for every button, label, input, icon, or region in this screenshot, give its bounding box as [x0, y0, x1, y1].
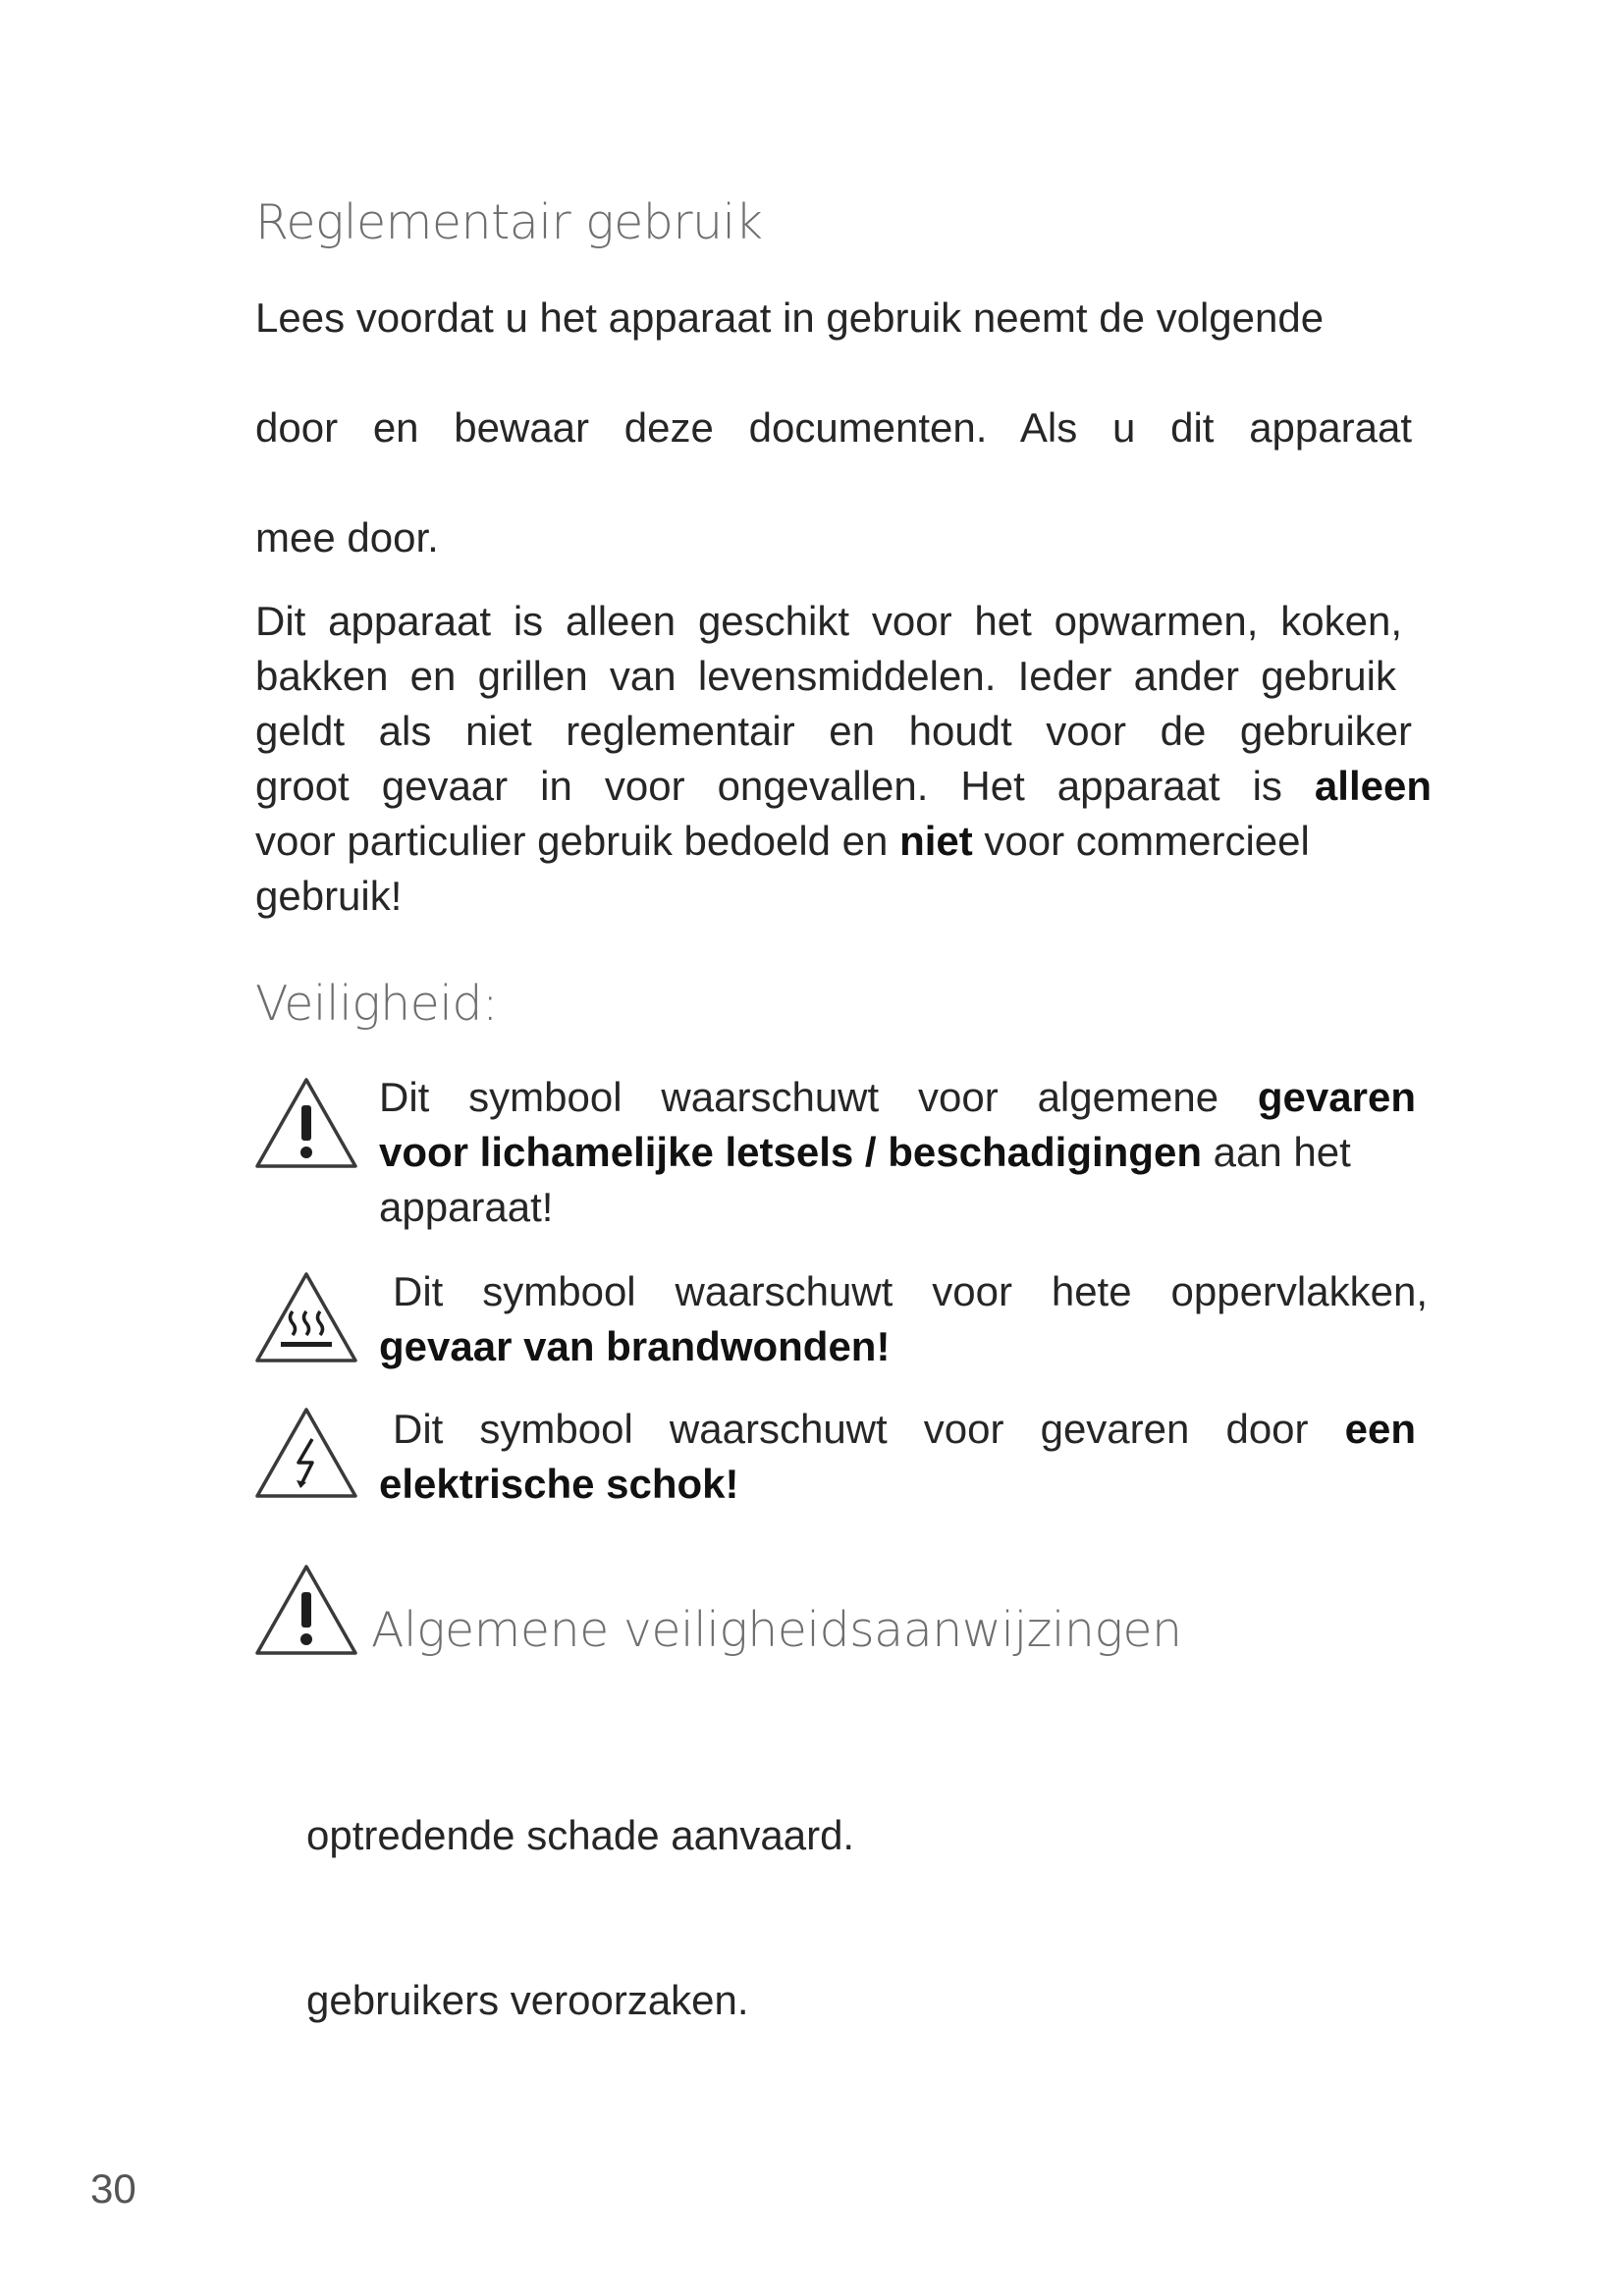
emphasis-gevaren: gevaren	[1257, 1074, 1416, 1120]
usage-line-6: gebruik!	[255, 873, 403, 919]
usage-line-5-text-a: voor particulier gebruik bedoeld en	[255, 818, 900, 864]
warning-hot-surface	[379, 1264, 1430, 1374]
emphasis-brandwonden: gevaar van brandwonden!	[379, 1323, 891, 1369]
warning-general-line-2	[379, 1125, 1420, 1180]
warning-electric-line-1	[379, 1402, 1416, 1457]
general-line-2: gebruikers veroorzaken.	[306, 1977, 749, 2023]
warning-exclamation-icon-general	[253, 1563, 359, 1657]
intro-line-2: door en bewaar deze documenten. Als u dit apparaat	[255, 404, 1412, 451]
usage-line-5	[255, 814, 1432, 869]
usage-line-4-text: groot gevaar in voor ongevallen. Het apparaat is	[255, 763, 1315, 809]
warning-exclamation-icon	[253, 1076, 359, 1170]
usage-line-2: bakken en grillen van levensmiddelen. Ieder ander gebruik	[255, 653, 1396, 699]
warning-general-line-1	[379, 1070, 1416, 1125]
warning-hot-line-1: Dit symbool waarschuwt voor hete oppervlakken,	[393, 1268, 1428, 1314]
warning-general-text-b: aan het	[1201, 1129, 1351, 1175]
usage-line-1: Dit apparaat is alleen geschikt voor het opwarmen, koken,	[255, 598, 1402, 644]
electric-shock-icon	[253, 1406, 359, 1500]
usage-line-4	[255, 759, 1432, 814]
heading-algemene-veiligheidsaanwijzingen: Algemene veiligheidsaanwijzingen	[371, 1602, 1182, 1658]
emphasis-elektrische-schok: elektrische schok!	[379, 1461, 739, 1507]
emphasis-alleen: alleen	[1314, 763, 1432, 809]
heading-veiligheid: Veiligheid:	[255, 976, 499, 1032]
intro-line-1: Lees voordat u het apparaat in gebruik neemt de volgende	[255, 294, 1325, 341]
emphasis-een: een	[1344, 1406, 1416, 1452]
warning-general-text: Dit symbool waarschuwt voor algemene	[379, 1074, 1258, 1120]
emphasis-letsels: voor lichamelijke letsels / beschadigingen	[379, 1129, 1202, 1175]
general-line-1: optredende schade aanvaard.	[306, 1812, 855, 1858]
page-number: 30	[90, 2165, 136, 2212]
usage-paragraph	[255, 594, 1432, 924]
warning-general	[379, 1070, 1420, 1235]
warning-electric-text: Dit symbool waarschuwt voor gevaren door	[393, 1406, 1345, 1452]
warning-general-line-3: apparaat!	[379, 1184, 554, 1230]
hot-surface-icon	[253, 1270, 359, 1364]
warning-electric-line-2	[379, 1457, 1420, 1512]
warning-hot-line-2	[379, 1319, 1430, 1374]
emphasis-niet: niet	[899, 818, 973, 864]
usage-line-5-text-b: voor commercieel	[972, 818, 1310, 864]
heading-reglementair-gebruik: Reglementair gebruik	[255, 194, 763, 250]
intro-line-3: mee door.	[255, 514, 439, 561]
usage-line-3: geldt als niet reglementair en houdt voor de gebruiker	[255, 708, 1412, 754]
warning-electric	[379, 1402, 1420, 1512]
